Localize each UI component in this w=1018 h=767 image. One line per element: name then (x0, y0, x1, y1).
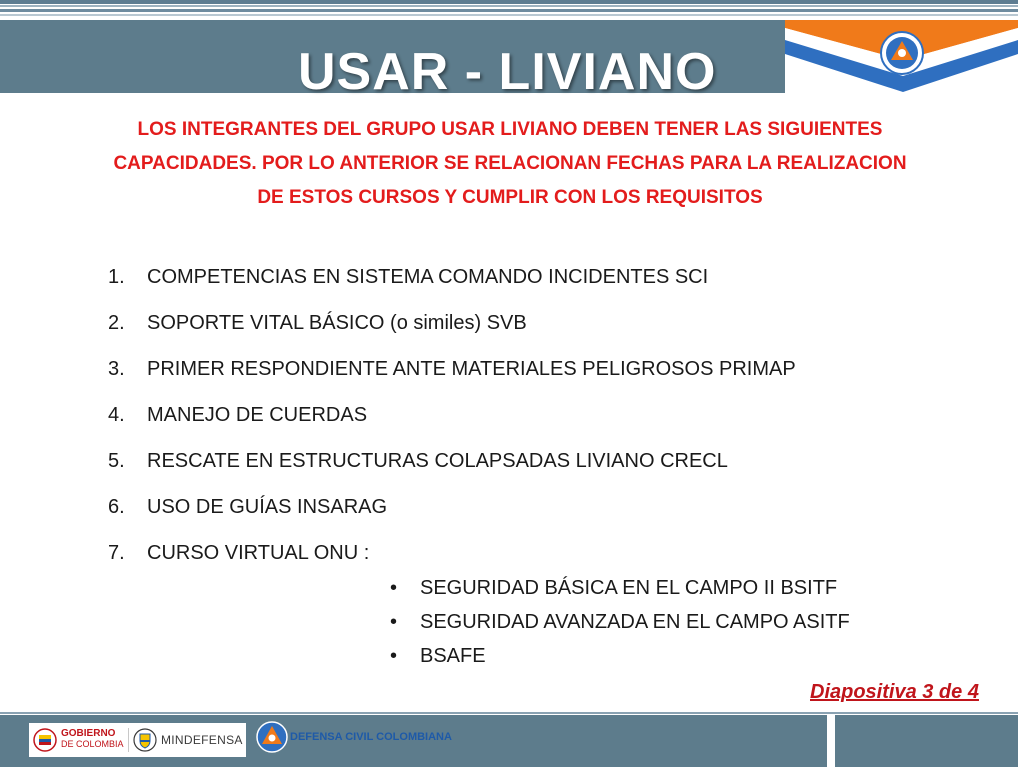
list-item-text: MANEJO DE CUERDAS (147, 404, 368, 426)
gobierno-label-line2: DE COLOMBIA (61, 739, 124, 749)
defensa-civil-logo-icon (256, 721, 288, 753)
list-item-text: BSAFE (420, 645, 486, 667)
list-item-text: SEGURIDAD BÁSICA EN EL CAMPO II BSITF (420, 577, 838, 599)
list-item-text: RESCATE EN ESTRUCTURAS COLAPSADAS LIVIANO CRECL (147, 450, 728, 472)
mindefensa-shield-icon (133, 728, 157, 752)
government-logos (29, 723, 246, 757)
defensa-civil-label: DEFENSA CIVIL COLOMBIANA (290, 731, 452, 743)
list-item-text: SOPORTE VITAL BÁSICO (o similes) SVB (147, 312, 527, 334)
slide-counter: Diapositiva 3 de 4 (810, 681, 979, 703)
list-number: 6. (108, 496, 125, 518)
bullet-icon: • (390, 645, 398, 667)
mindefensa-label: MINDEFENSA (161, 733, 243, 747)
logo-separator (128, 728, 129, 752)
list-number: 2. (108, 312, 125, 334)
top-stripe (0, 14, 1018, 16)
list-item-text: PRIMER RESPONDIENTE ANTE MATERIALES PELIGROSOS PRIMAP (147, 358, 796, 380)
top-stripe (0, 9, 1018, 12)
top-stripe (0, 0, 1018, 4)
title-bar (0, 20, 785, 101)
list-item-text: SEGURIDAD AVANZADA EN EL CAMPO ASITF (420, 611, 850, 633)
footer-line (0, 712, 1018, 714)
top-stripe (0, 5, 1018, 7)
footer-bar-right (835, 715, 1018, 767)
list-number: 5. (108, 450, 125, 472)
gobierno-de-colombia-label (61, 728, 124, 750)
intro-paragraph: LOS INTEGRANTES DEL GRUPO USAR LIVIANO DEBEN TENER LAS SIGUIENTES CAPACIDADES. POR LO ANTERIOR SE RELACIONAN FECHAS PARA LA REALIZACION DE ESTOS CURSOS Y CUMPLIR CON LOS REQUISITOS (113, 119, 907, 208)
footer-divider (827, 715, 835, 767)
page-title: USAR - LIVIANO (298, 43, 717, 101)
bullet-icon: • (390, 611, 398, 633)
list-number: 3. (108, 358, 125, 380)
gobierno-logo-icon (33, 728, 57, 752)
defensa-civil-flag-emblem (785, 20, 1018, 94)
bullet-icon: • (390, 577, 398, 599)
list-number: 7. (108, 542, 125, 564)
list-item-text: CURSO VIRTUAL ONU : (147, 542, 370, 564)
gobierno-label-line1: GOBIERNO (61, 728, 116, 739)
list-item-text: USO DE GUÍAS INSARAG (147, 496, 388, 518)
list-number: 1. (108, 266, 125, 288)
list-number: 4. (108, 404, 125, 426)
list-item-text: COMPETENCIAS EN SISTEMA COMANDO INCIDENTES SCI (147, 266, 709, 288)
